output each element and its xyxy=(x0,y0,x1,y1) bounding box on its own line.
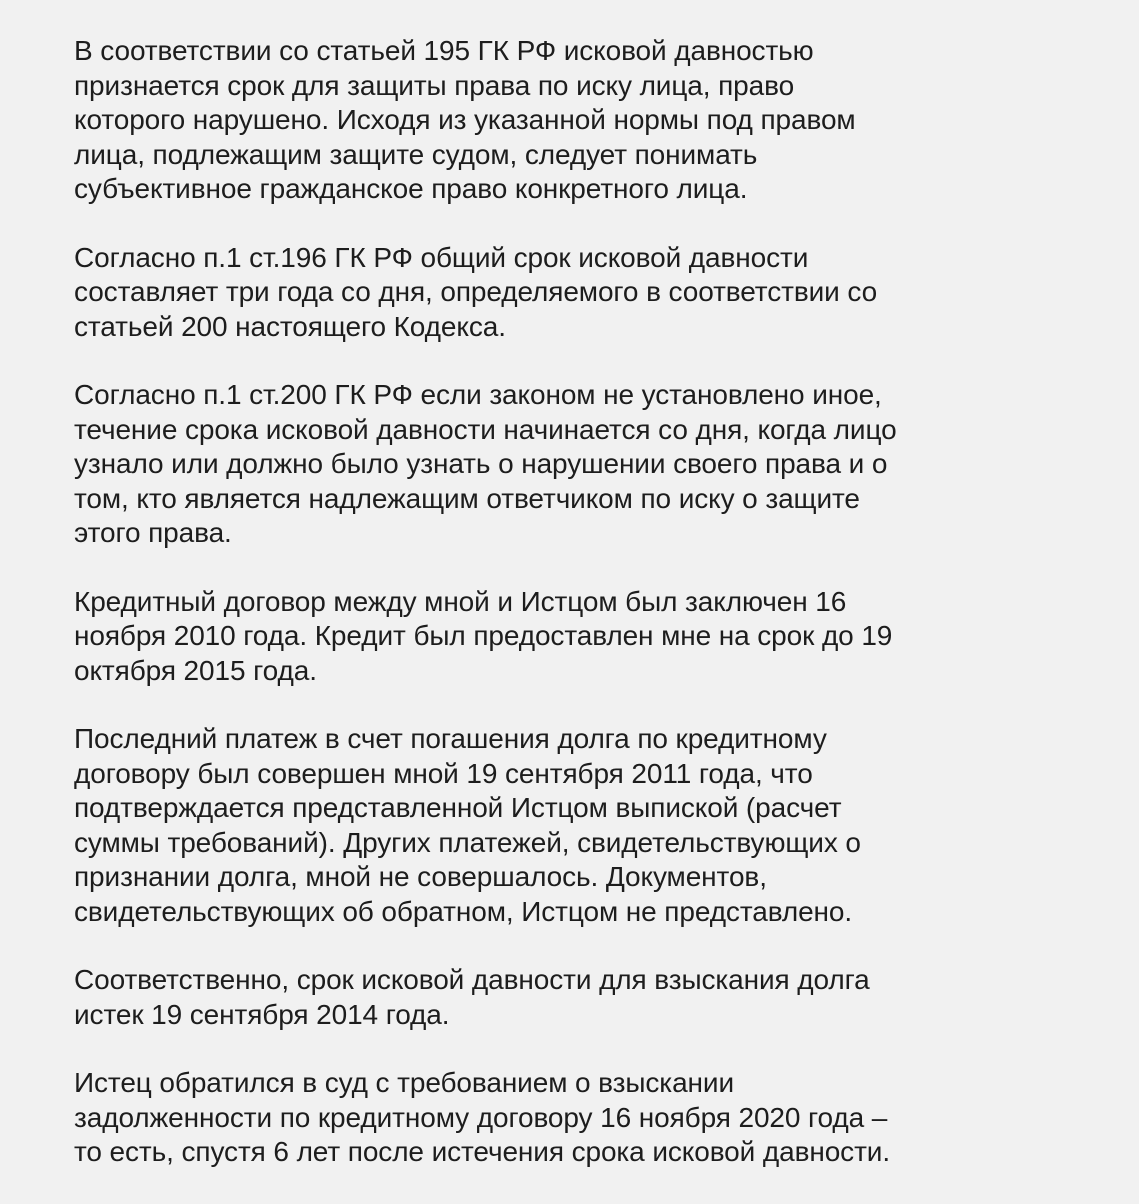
paragraph-claim-filed xyxy=(74,1066,1074,1170)
text-line: истек 19 сентября 2014 года. xyxy=(74,998,450,1030)
text-line: суммы требований). Других платежей, свидетельствующих о xyxy=(74,826,861,858)
text-line: Последний платеж в счет погашения долга по кредитному xyxy=(74,723,827,754)
text-line: октября 2015 года. xyxy=(74,654,317,686)
text-line: этого права. xyxy=(74,517,232,548)
text-line: Кредитный договор между мной и Истцом был заключен 16 xyxy=(74,585,847,617)
paragraph-credit-agreement xyxy=(74,585,1074,689)
text-line: Истец обратился в суд с требованием о взыскании xyxy=(74,1067,734,1098)
text-line: которого нарушено. Исходя из указанной нормы под правом xyxy=(74,104,856,135)
paragraph-article-196 xyxy=(74,241,1074,345)
text-line: том, кто является надлежащим ответчиком по иску о защите xyxy=(74,482,860,514)
text-line: узнало или должно было узнать о нарушении своего права и о xyxy=(74,448,888,479)
paragraph-article-200 xyxy=(74,378,1074,551)
text-line: течение срока исковой давности начинается со дня, когда лицо xyxy=(74,413,897,445)
paragraph-article-195 xyxy=(74,34,1074,207)
text-line: ноября 2010 года. Кредит был предоставлен мне на срок до 19 xyxy=(74,620,893,651)
text-line: признании долга, мной не совершалось. Документов, xyxy=(74,861,767,892)
text-line: Согласно п.1 ст.200 ГК РФ если законом не установлено иное, xyxy=(74,379,882,410)
text-line: признается срок для защиты права по иску лица, право xyxy=(74,69,795,101)
text-line: Соответственно, срок исковой давности для взыскания долга xyxy=(74,964,870,995)
paragraph-last-payment xyxy=(74,722,1074,929)
text-line: свидетельствующих об обратном, Истцом не представлено. xyxy=(74,895,853,927)
text-line: задолженности по кредитному договору 16 ноября 2020 года – xyxy=(74,1101,888,1133)
document-body xyxy=(74,34,1074,1204)
text-line: договору был совершен мной 19 сентября 2011 года, что xyxy=(74,757,813,789)
text-line: В соответствии со статьей 195 ГК РФ исковой давностью xyxy=(74,35,814,66)
paragraph-limitation-expired xyxy=(74,963,1074,1032)
text-line: составляет три года со дня, определяемого в соответствии со xyxy=(74,276,878,307)
text-line: лица, подлежащим защите судом, следует понимать xyxy=(74,138,758,170)
text-line: Согласно п.1 ст.196 ГК РФ общий срок исковой давности xyxy=(74,241,809,273)
text-line: подтверждается представленной Истцом выпиской (расчет xyxy=(74,792,842,823)
text-line: субъективное гражданское право конкретного лица. xyxy=(74,173,748,204)
text-line: статьей 200 настоящего Кодекса. xyxy=(74,310,506,342)
text-line: то есть, спустя 6 лет после истечения срока исковой давности. xyxy=(74,1136,891,1167)
